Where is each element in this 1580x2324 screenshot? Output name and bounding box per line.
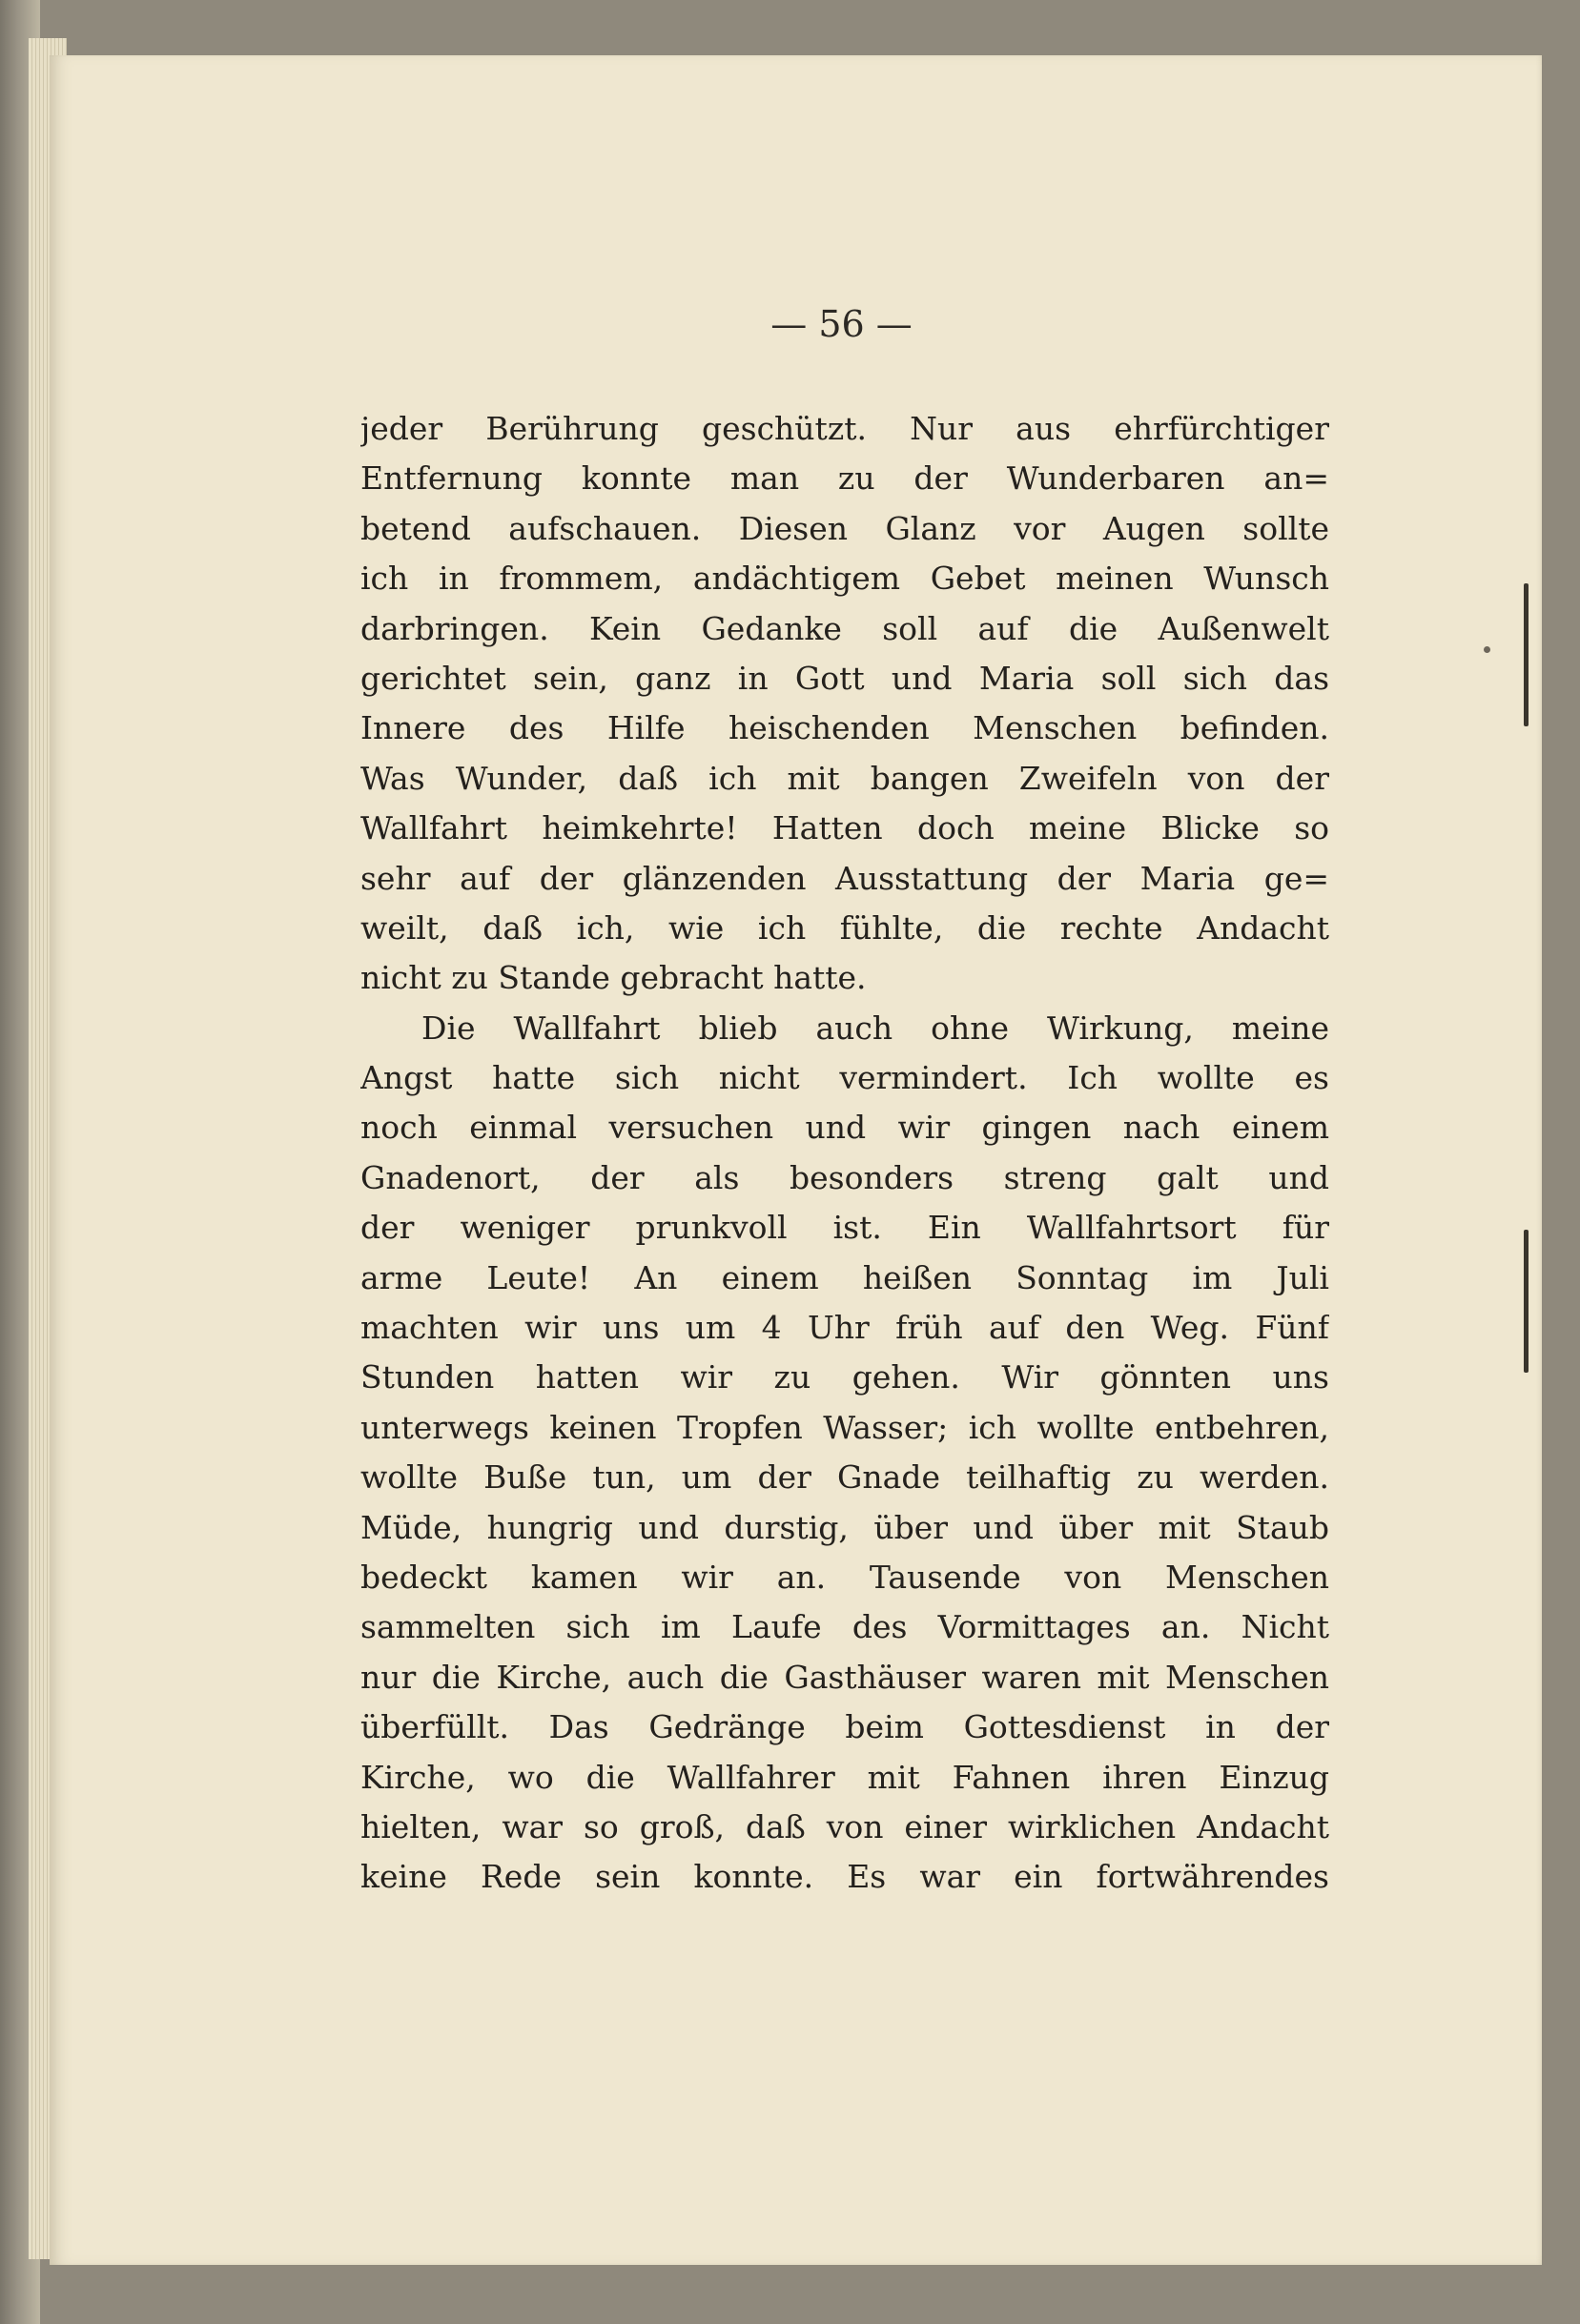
- text-line: Stunden hatten wir zu gehen. Wir gönnten uns: [360, 1358, 1329, 1396]
- text-line: sehr auf der glänzenden Ausstattung der Maria ge=: [360, 859, 1329, 897]
- text-line: darbringen. Kein Gedanke soll auf die Außenwelt: [360, 609, 1329, 647]
- text-line: Entfernung konnte man zu der Wunderbaren an=: [360, 459, 1329, 498]
- text-line: bedeckt kamen wir an. Tausende von Menschen: [360, 1558, 1329, 1596]
- text-line: der weniger prunkvoll ist. Ein Wallfahrtsort für: [360, 1209, 1329, 1247]
- text-line: Innere des Hilfe heischenden Menschen befinden.: [360, 709, 1329, 747]
- text-line: nicht zu Stande gebracht hatte.: [360, 959, 867, 997]
- text-line: Gnadenort, der als besonders streng galt und: [360, 1158, 1329, 1196]
- paper-speck: [1484, 646, 1490, 653]
- text-line: gerichtet sein, ganz in Gott und Maria soll sich das: [360, 659, 1329, 697]
- text-line: machten wir uns um 4 Uhr früh auf den Weg. Fünf: [360, 1309, 1329, 1347]
- text-line: sammelten sich im Laufe des Vormittages an. Nicht: [360, 1608, 1329, 1646]
- text-line: nur die Kirche, auch die Gasthäuser waren mit Menschen: [360, 1658, 1329, 1696]
- text-line: arme Leute! An einem heißen Sonntag im Juli: [360, 1258, 1329, 1296]
- text-line: wollte Buße tun, um der Gnade teilhaftig zu werden.: [360, 1458, 1329, 1497]
- text-line: noch einmal versuchen und wir gingen nach einem: [360, 1109, 1329, 1147]
- body-text: [360, 404, 1329, 1903]
- text-line: Die Wallfahrt blieb auch ohne Wirkung, meine: [421, 1009, 1329, 1047]
- binding-mark: [1524, 1230, 1529, 1373]
- page-number: — 56 —: [770, 303, 913, 345]
- text-line: Angst hatte sich nicht vermindert. Ich wollte es: [360, 1059, 1329, 1097]
- text-line: Müde, hungrig und durstig, über und über mit Staub: [360, 1508, 1329, 1546]
- text-line: Wallfahrt heimkehrte! Hatten doch meine Blicke so: [360, 809, 1329, 847]
- text-line: hielten, war so groß, daß von einer wirklichen Andacht: [360, 1807, 1329, 1845]
- binding-mark: [1524, 583, 1529, 726]
- text-line: überfüllt. Das Gedränge beim Gottesdienst in der: [360, 1708, 1329, 1746]
- text-line: betend aufschauen. Diesen Glanz vor Augen sollte: [360, 509, 1329, 547]
- text-line: Was Wunder, daß ich mit bangen Zweifeln von der: [360, 759, 1329, 797]
- text-line: jeder Berührung geschützt. Nur aus ehrfürchtiger: [360, 410, 1329, 447]
- text-line: unterwegs keinen Tropfen Wasser; ich wollte entbehren,: [360, 1408, 1329, 1446]
- text-line: ich in frommem, andächtigem Gebet meinen Wunsch: [360, 560, 1329, 598]
- text-line: weilt, daß ich, wie ich fühlte, die rechte Andacht: [360, 908, 1329, 947]
- text-line: keine Rede sein konnte. Es war ein fortwährendes: [360, 1858, 1329, 1896]
- text-line: Kirche, wo die Wallfahrer mit Fahnen ihren Einzug: [360, 1758, 1329, 1796]
